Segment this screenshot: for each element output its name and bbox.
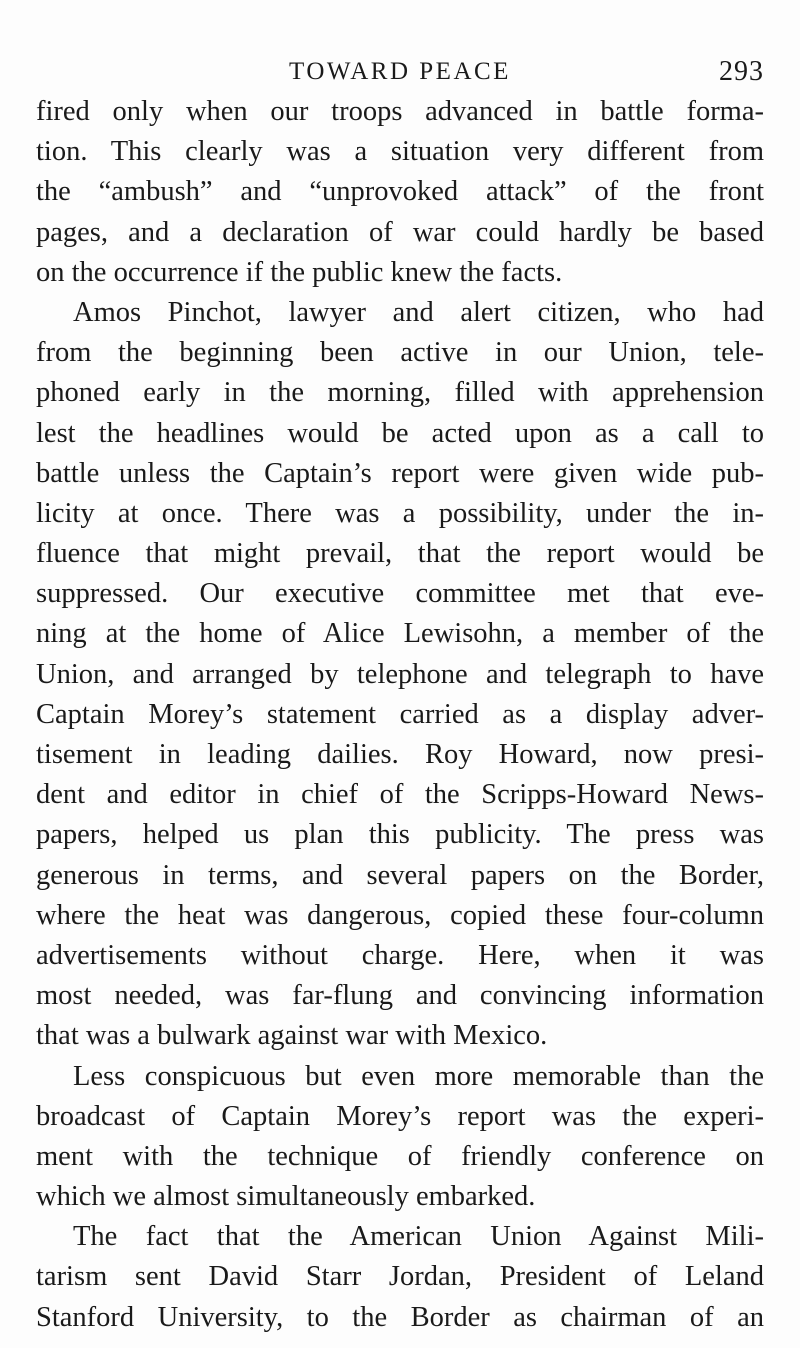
text-line: papers, helped us plan this publicity. The press was bbox=[36, 819, 764, 851]
text-line: from the beginning been active in our Union, tele- bbox=[36, 337, 764, 369]
text-line: that was a bulwark against war with Mexico. bbox=[36, 1020, 548, 1052]
text-line: where the heat was dangerous, copied these four-column bbox=[36, 899, 764, 931]
page-number: 293 bbox=[719, 56, 764, 87]
text-line: Captain Morey’s statement carried as a display adver- bbox=[36, 698, 764, 730]
text-line: tion. This clearly was a situation very different from bbox=[36, 136, 764, 168]
text-line: advertisements without charge. Here, when it was bbox=[36, 939, 764, 971]
text-line: fired only when our troops advanced in battle forma- bbox=[36, 96, 764, 127]
text-line: which we almost simultaneously embarked. bbox=[36, 1181, 536, 1213]
text-line: tisement in leading dailies. Roy Howard, now presi- bbox=[36, 739, 764, 770]
text-line: generous in terms, and several papers on the Border, bbox=[36, 859, 764, 891]
text-line: Union, and arranged by telephone and telegraph to have bbox=[36, 658, 764, 690]
running-head bbox=[36, 52, 764, 92]
text-line: Amos Pinchot, lawyer and alert citizen, who had bbox=[73, 296, 764, 328]
text-line: ning at the home of Alice Lewisohn, a member of the bbox=[36, 618, 764, 650]
text-line: phoned early in the morning, filled with apprehension bbox=[36, 377, 764, 409]
text-line: tarism sent David Starr Jordan, President of Leland bbox=[36, 1261, 764, 1293]
text-line: most needed, was far-flung and convincing information bbox=[36, 980, 764, 1012]
text-line: Less conspicuous but even more memorable than the bbox=[73, 1060, 764, 1092]
body-text bbox=[36, 92, 764, 1338]
text-line: broadcast of Captain Morey’s report was the experi- bbox=[36, 1100, 764, 1132]
text-line: Stanford University, to the Border as chairman of an bbox=[36, 1301, 764, 1333]
text-line: The fact that the American Union Against Mili- bbox=[73, 1221, 764, 1253]
running-head-title: TOWARD PEACE bbox=[289, 58, 511, 85]
text-line: dent and editor in chief of the Scripps-Howard News- bbox=[36, 779, 764, 811]
text-line: fluence that might prevail, that the report would be bbox=[36, 538, 764, 570]
text-line: ment with the technique of friendly conference on bbox=[36, 1140, 764, 1172]
text-line: suppressed. Our executive committee met that eve- bbox=[36, 578, 764, 610]
text-line: on the occurrence if the public knew the facts. bbox=[36, 256, 563, 288]
text-line: pages, and a declaration of war could hardly be based bbox=[36, 216, 764, 248]
text-line: battle unless the Captain’s report were given wide pub- bbox=[36, 457, 764, 489]
text-line: licity at once. There was a possibility, under the in- bbox=[36, 497, 764, 529]
text-line: the “ambush” and “unprovoked attack” of the front bbox=[36, 176, 764, 208]
text-line: lest the headlines would be acted upon as a call to bbox=[36, 417, 764, 449]
